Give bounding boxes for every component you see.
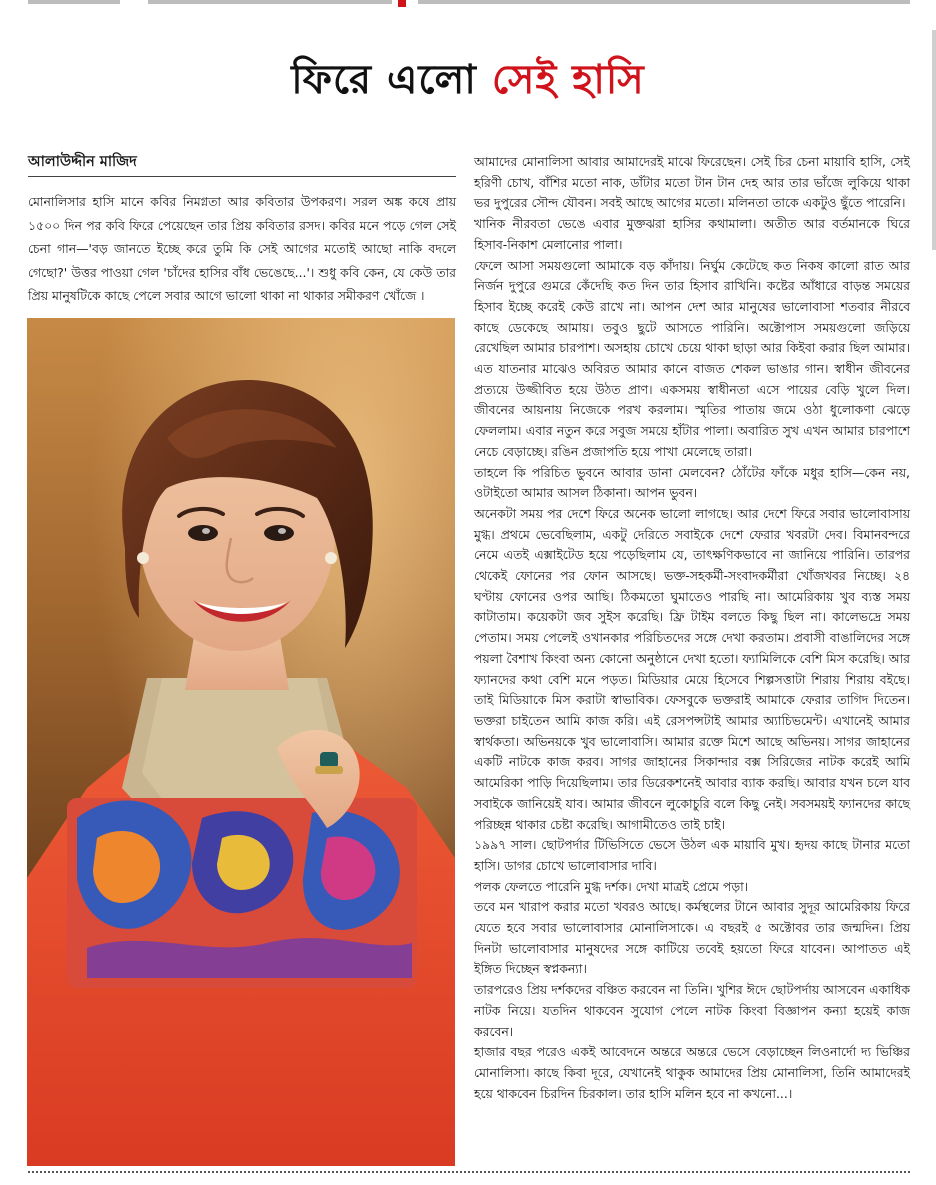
top-strip-left [28,0,120,4]
paragraph-2: খানিক নীরবতা ভেঙে এবার মুক্তঝরা হাসির কথামালা। অতীত আর বর্তমানকে ঘিরে হিসাব-নিকাশ মেলানোর পালা। [474,216,910,252]
paragraph-5: অনেকটা সময় পর দেশে ফিরে অনেক ভালো লাগছে। আর দেশে ফিরে সবার ভালোবাসায় মুগ্ধ। প্রথমে ভেবেছিলাম, একটু দেরিতে সবাইকে দেশে ফেরার খবরটা দেব। বিমানবন্দরে নেমে এতই এক্সাইটেড হয়ে পড়েছিলাম যে, তাৎক্ষণিকভাবে না জানিয়ে পারিনি। তারপর থেকেই ফোনের পর ফোন আসছে। ভক্ত-সহকর্মী-সংবাদকর্মীরা খোঁজখবর নিচ্ছে। ২৪ ঘণ্টায় ফোনের ওপর আছি। ঠিকমতো ঘুমাতেও পারছি না। আমেরিকায় খুব ব্যস্ত সময় কাটাতাম। কয়েকটা জব সুইস করেছি। ফ্রি টাইম বলতে কিছু ছিল না। কালেভদ্রে সময় পেতাম। সময় পেলেই ওখানকার পরিচিতদের সঙ্গে দেখা করতাম। প্রবাসী বাঙালিদের সঙ্গে পয়লা বৈশাখ কিংবা অন্য কোনো অনুষ্ঠানে দেখা হতো। ফ্যামিলিকে বেশি মিস করেছি। আর ফ্যানদের কথা বেশি মনে পড়ত। মিডিয়ার মেয়ে হিসেবে শিল্পসত্তাটা শিরায় শিরায় বইছে। তাই মিডিয়াকে মিস করাটা স্বাভাবিক। ফেসবুকে ভক্তরাই আমাকে ফেরার তাগিদ দিতেন। ভক্তরা চাইতেন আমি কাজ করি। এই রেসপন্সটাই আমার অ্যাচিভমেন্ট। এখানেই আমার স্বার্থকতা। অভিনয়কে খুব ভালোবাসি। আমার রক্তে মিশে আছে অভিনয়। সাগর জাহানের একটি নাটকে কাজ করব। সাগর জাহানের সিকান্দার বক্স সিরিজের নাটক করেই আমি আমেরিকা পাড়ি দিয়েছিলাম। তার ডিরেকশনেই আবার ব্যাক করছি। আবার যখন চলে যাব সবাইকে জানিয়েই যাব। আমার জীবনে লুকোচুরি বলে কিছু নেই। সবসময়ই ফ্যানদের কাছে পরিচ্ছন্ন থাকার চেষ্টা করেছি। আগামীতেও তাই চাই। [474,505,910,832]
byline: আলাউদ্দীন মাজিদ [28,154,137,170]
paragraph-4: তাহলে কি পরিচিত ভুবনে আবার ডানা মেলবেন? ঠোঁটের ফাঁকে মধুর হাসি—কেন নয়, ওটাইতো আমার আসল ঠিকানা। আপন ভুবন। [474,464,910,501]
paragraph-6: ১৯৯৭ সাল। ছোটপর্দার টিভিসিতে ভেসে উঠল এক মায়াবি মুখ। হৃদয় কাছে টানার মতো হাসি। ডাগর চোখে ভালোবাসার দাবি। [474,837,910,873]
top-red-marker [398,0,406,7]
paragraph-9: তারপরেও প্রিয় দর্শকদের বঞ্চিত করবেন না তিনি। খুশির ঈদে ছোটপর্দায় আসবেন একাধিক নাটক নিয়ে। যতদিন থাকবেন সুযোগ পেলে নাটক কিংবা বিজ্ঞাপন কন্যা হয়েই কাজ করবেন। [474,982,910,1039]
paragraph-1: আমাদের মোনালিসা আবার আমাদেরই মাঝে ফিরেছেন। সেই চির চেনা মায়াবি হাসি, সেই হরিণী চোখ, বাঁশির মতো নাক, ডাঁটার মতো টান টান দেহ আর তার ভাঁজে লুকিয়ে থাকা ভর দুপুরের সৌন্দ যৌবন। সবই আছে আগের মতো। মলিনতা তাকে একটুও ছুঁতে পারেনি। [474,154,910,211]
headline [0,20,936,140]
headline-part-2: সেই হাসি [491,57,645,103]
paragraph-3: ফেলে আসা সময়গুলো আমাকে বড় কাঁদায়। নির্ঘুম কেটেছে কত নিকষ কালো রাত আর নির্জন দুপুরে গুমরে কেঁদেছি কত দিন তার হিসাব রাখিনি। কষ্টের আঁধারে বাড়ন্ত সময়ের হিসাব ইচ্ছে করেই কেউ রাখে না। আপন দেশ আর মানুষের ভালোবাসা শতবার নীরবে কাছে ডেকেছে আমায়। তবুও ছুটে আসতে পারিনি। অক্টোপাস সময়গুলো জড়িয়ে রেখেছিল আমার চারপাশ। অসহায় চোখে চেয়ে থাকা ছাড়া আর কিইবা করার ছিল আমার। এত যাতনার মাঝেও অবিরত আমার কানে বাজত শেকল ভাঙার গান। স্বাধীন জীবনের প্রত্যয়ে উজ্জীবিত হয়ে উঠত প্রাণ। একসময় স্বাধীনতা এসে পায়ের বেড়ি খুলে দিল। জীবনের আয়নায় নিজেকে পরখ করলাম। স্মৃতির পাতায় জমে ওঠা ধুলোকণা ঝেড়ে ফেললাম। এবার নতুন করে সবুজ সময়ে হাঁটার পালা। অবারিত সুখ এখন আমার চারপাশে নেচে বেড়াচ্ছে। রঙিন প্রজাপতি হয়ে পাখা মেলেছে তারা। [474,257,910,459]
intro-paragraph: মোনালিসার হাসি মানে কবির নিমগ্নতা আর কবিতার উপকরণ। সরল অঙ্ক কষে প্রায় ১৫০০ দিন পর কবি ফিরে পেয়েছেন তার প্রিয় কবিতার রসদ। কবির মনে পড়ে গেল সেই চেনা গান—'বড় জানতে ইচ্ছে করে তুমি কি সেই আগের মতোই আছো নাকি বদলে গেছো?' উত্তর পাওয়া গেল 'চাঁদের হাসির বাঁধ ভেঙেছে...'। শুধু কবি কেন, যে কেউ তার প্রিয় মানুষটিকে কাছে পেলে সবার আগে ভালো থাকা না থাকার সমীকরণ খোঁজে । [28,194,456,303]
paragraph-8: তবে মন খারাপ করার মতো খবরও আছে। কর্মস্থলের টানে আবার সুদূর আমেরিকায় ফিরে যেতে হবে সবার ভালোবাসার মোনালিসাকে। এ বছরই ৫ অক্টোবর তার জন্মদিন। প্রিয় দিনটা ভালোবাসার মানুষদের সঙ্গে কাটিয়ে তবেই হয়তো ফিরে যাবেন। আপাতত এই ইঙ্গিত দিচ্ছেন স্বপ্নকন্যা। [474,899,910,977]
byline-underline [28,176,456,177]
headline-part-1: ফিরে এলো [291,57,477,103]
bottom-dotted-rule [28,1171,910,1173]
portrait-photo [27,318,455,1166]
top-strip-middle [148,0,392,4]
paragraph-10: হাজার বছর পরেও একই আবেদনে অন্তরে অন্তরে ভেসে বেড়াচ্ছেন লিওনার্দো দ্য ভিঞ্চির মোনালিসা। কাছে কিবা দূরে, যেখানেই থাকুক আমাদের প্রিয় মোনালিসা, তিনি আমাদেরই হয়ে থাকবেন চিরদিন চিরকাল। তার হাসি মলিন হবে না কখনো...। [474,1044,910,1101]
portrait-illustration [27,318,455,1166]
paragraph-7: পলক ফেলতে পারেনি মুগ্ধ দর্শক। দেখা মাত্রই প্রেমে পড়া। [474,878,749,894]
top-strip-right [418,0,910,4]
article-body [474,152,910,1104]
